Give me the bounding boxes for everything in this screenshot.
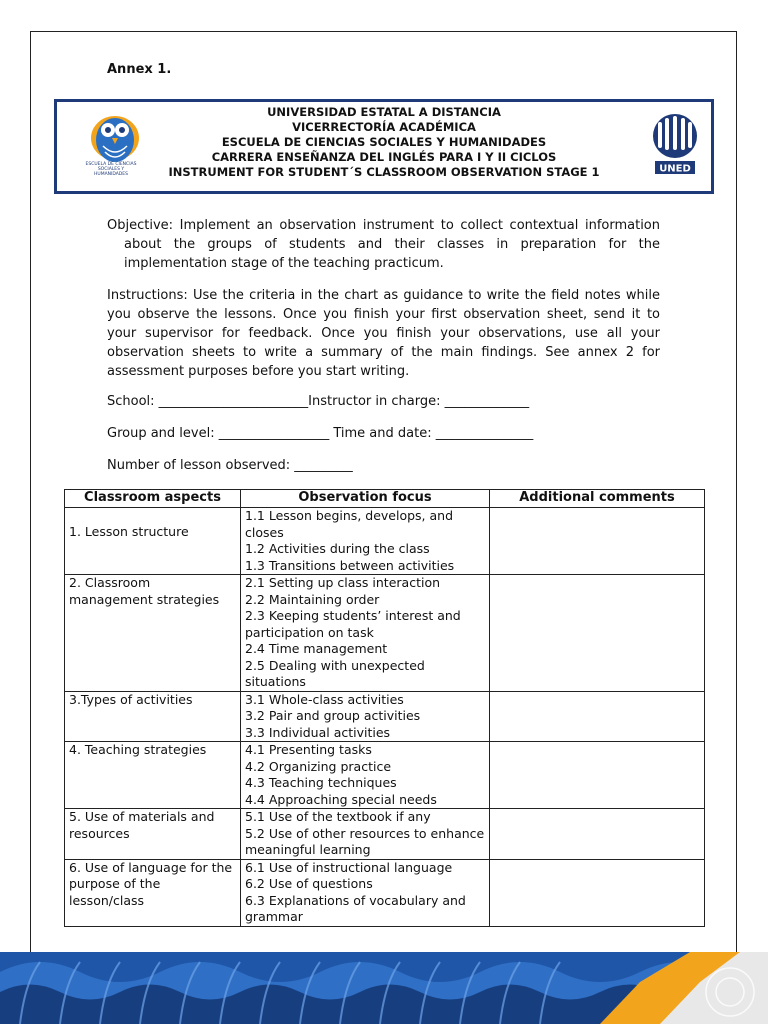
- focus-item: 5.2 Use of other resources to enhance meaningful learning: [245, 825, 485, 857]
- focus-item: 2.3 Keeping students’ interest and participation on task: [245, 608, 461, 640]
- aspect-cell: 3.Types of activities: [65, 691, 241, 742]
- annex-title: Annex 1.: [107, 62, 172, 77]
- comments-cell[interactable]: [490, 859, 705, 926]
- aspect-cell: 2. Classroom management strategies: [65, 575, 241, 692]
- focus-cell: [241, 742, 490, 809]
- focus-item: 2.1 Setting up class interaction: [245, 575, 441, 590]
- header-additional-comments: Additional comments: [490, 490, 705, 508]
- focus-item: 1.1 Lesson begins, develops, and closes: [245, 508, 454, 540]
- table-header-row: [65, 490, 705, 508]
- focus-cell: [241, 575, 490, 692]
- comments-cell[interactable]: [490, 508, 705, 575]
- table-row: [65, 575, 705, 692]
- focus-item: 4.1 Presenting tasks: [245, 742, 372, 757]
- table-row: [65, 809, 705, 860]
- uned-logo-text: UNED: [659, 163, 691, 175]
- focus-item: 4.2 Organizing practice: [245, 758, 392, 774]
- institution-header: [54, 99, 714, 194]
- focus-item: 4.4 Approaching special needs: [245, 791, 437, 807]
- aspect-cell: 5. Use of materials and resources: [65, 809, 241, 860]
- focus-item: 2.2 Maintaining order: [245, 591, 380, 607]
- header-observation-focus: Observation focus: [241, 490, 490, 508]
- focus-item: 3.1 Whole-class activities: [245, 691, 404, 707]
- group-field-line: Group and level: _________________ Time and date: _______________: [107, 426, 534, 441]
- comments-cell[interactable]: [490, 575, 705, 692]
- focus-item: 6.2 Use of questions: [245, 876, 373, 891]
- header-line-school: ESCUELA DE CIENCIAS SOCIALES Y HUMANIDADES: [221, 135, 547, 149]
- focus-item: 1.2 Activities during the class: [245, 541, 430, 556]
- focus-item: 2.4 Time management: [245, 641, 388, 656]
- table-row: [65, 742, 705, 809]
- focus-item: 6.1 Use of instructional language: [245, 859, 453, 875]
- focus-cell: [241, 691, 490, 742]
- table-row: [65, 508, 705, 575]
- focus-cell: [241, 859, 490, 926]
- focus-cell: [241, 809, 490, 860]
- aspect-cell: [65, 508, 241, 575]
- instructions-text: Instructions: Use the criteria in the chart as guidance to write the field notes while you observe the lessons. Once you finish your first observation sheet, send it to your supervisor for feedback. Once you finish your observations, use all your observation sheets to write a summary of the main findings. See annex 2 for assessment purposes before you start writing.: [107, 288, 660, 379]
- focus-item: 2.5 Dealing with unexpected situations: [245, 657, 425, 689]
- comments-cell[interactable]: [490, 809, 705, 860]
- header-line-instrument: INSTRUMENT FOR STUDENT´S CLASSROOM OBSERVATION STAGE 1: [168, 165, 600, 179]
- table-row: [65, 859, 705, 926]
- header-text: [57, 105, 711, 180]
- observation-table: [64, 489, 705, 927]
- focus-item: 6.3 Explanations of vocabulary and grammar: [245, 892, 466, 924]
- header-line-vicerrectoria: VICERRECTORÍA ACADÉMICA: [292, 120, 476, 134]
- focus-item: 1.3 Transitions between activities: [245, 557, 455, 573]
- header-line-career: CARRERA ENSEÑANZA DEL INGLÉS PARA I Y II CICLOS: [211, 150, 557, 164]
- aspect-cell: 4. Teaching strategies: [65, 742, 241, 809]
- focus-item: 5.1 Use of the textbook if any: [245, 809, 431, 824]
- comments-cell[interactable]: [490, 742, 705, 809]
- table-row: [65, 691, 705, 742]
- uned-logo-icon: [649, 106, 701, 184]
- focus-item: 4.3 Teaching techniques: [245, 775, 397, 790]
- comments-cell[interactable]: [490, 691, 705, 742]
- decorative-footer-band: [0, 952, 768, 1024]
- focus-item: 3.3 Individual activities: [245, 724, 391, 740]
- header-line-university: UNIVERSIDAD ESTATAL A DISTANCIA: [267, 105, 501, 119]
- header-classroom-aspects: Classroom aspects: [65, 490, 241, 508]
- lesson-field-line: Number of lesson observed: _________: [107, 458, 353, 473]
- school-field-line: School: _______________________Instructor in charge: _____________: [107, 394, 530, 409]
- focus-item: 3.2 Pair and group activities: [245, 708, 421, 723]
- aspect-cell: 6. Use of language for the purpose of the lesson/class: [65, 859, 241, 926]
- owl-logo-caption: ESCUELA DE CIENCIAS SOCIALES Y HUMANIDADES: [85, 162, 137, 177]
- focus-cell: [241, 508, 490, 575]
- objective-text: Objective: Implement an observation instrument to collect contextual information about the groups of students and their classes in preparation for the implementation stage of the teaching practicum.: [107, 218, 660, 271]
- aspect-label: 1. Lesson structure: [69, 524, 189, 539]
